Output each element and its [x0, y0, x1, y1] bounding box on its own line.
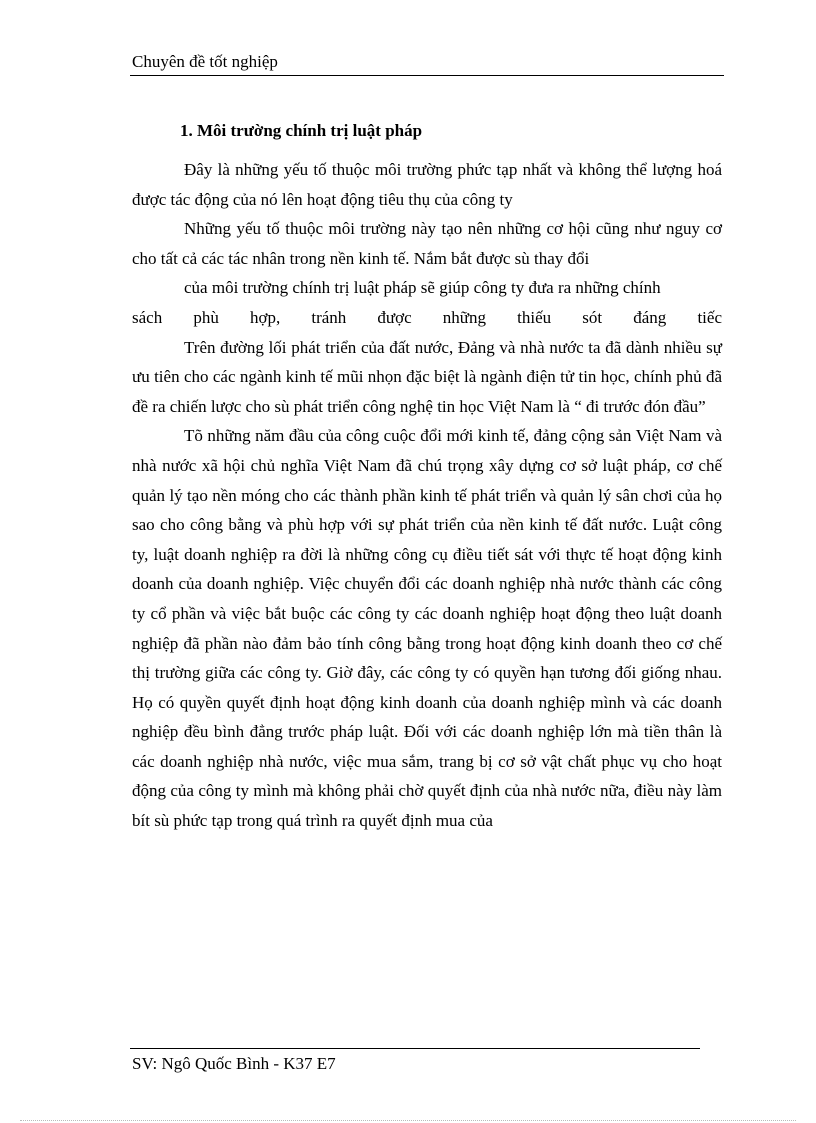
header-rule [130, 75, 724, 76]
page-footer: SV: Ngô Quốc Bình - K37 E7 [132, 1054, 336, 1073]
paragraph: sách phù hợp, tránh được những thiếu sót đáng tiếc [132, 307, 722, 327]
document-body [132, 155, 722, 836]
paragraph: của môi trường chính trị luật pháp sẽ giúp công ty đưa ra những chính [184, 278, 661, 298]
paragraph: Trên đường lối phát triển của đất nước, Đảng và nhà nước ta đã dành nhiều sự ưu tiên cho các ngành kinh tế mũi nhọn đặc biệt là ngành điện tử tin học, chính phủ đã đề ra chiến lược cho sù phát triển công nghệ tin học Việt Nam là “ đi trước đón đầu” [132, 337, 722, 416]
section-title: 1. Môi trường chính trị luật pháp [180, 121, 423, 140]
footer-rule [130, 1048, 700, 1049]
paragraph: Những yếu tố thuộc môi trường này tạo nên những cơ hội cũng như nguy cơ cho tất cả các tác nhân trong nền kinh tế. Nắm bắt được sù thay đổi [132, 219, 722, 268]
paragraph: Đây là những yếu tố thuộc môi trường phức tạp nhất và không thể lượng hoá được tác động của nó lên hoạt động tiêu thụ của công ty [132, 160, 722, 209]
page-header: Chuyên đề tốt nghiệp [132, 52, 278, 71]
paragraph: Tõ những năm đầu của công cuộc đổi mới kinh tế, đảng cộng sản Việt Nam và nhà nước xã hội chủ nghĩa Việt Nam đã chú trọng xây dựng cơ sở luật pháp, cơ chế quản lý tạo nền móng cho các thành phần kinh tế phát triển và quản lý sân chơi của họ sao cho công bằng và phù hợp với sự phát triển của nền kinh tế đất nước. Luật công ty, luật doanh nghiệp ra đời là những công cụ điều tiết sát với thực tế hoạt động kinh doanh của doanh nghiệp. Việc chuyển đổi các doanh nghiệp nhà nước thành các công ty cổ phần và việc bắt buộc các công ty các doanh nghiệp hoạt động theo luật doanh nghiệp đã phần nào đảm bảo tính công bằng trong hoạt động kinh doanh theo cơ chế thị trường giữa các công ty. Giờ đây, các công ty có quyền hạn tương đối giống nhau. Họ có quyền quyết định hoạt động kinh doanh của doanh nghiệp mình và các doanh nghiệp đều bình đẳng trước pháp luật. Đối với các doanh nghiệp lớn mà tiền thân là các doanh nghiệp nhà nước, việc mua sắm, trang bị cơ sở vật chất phục vụ cho hoạt động của công ty mình mà không phải chờ quyết định của nhà nước nữa, điều này làm bít sù phức tạp trong quá trình ra quyết định mua của [132, 426, 722, 831]
page-edge [20, 1120, 796, 1121]
